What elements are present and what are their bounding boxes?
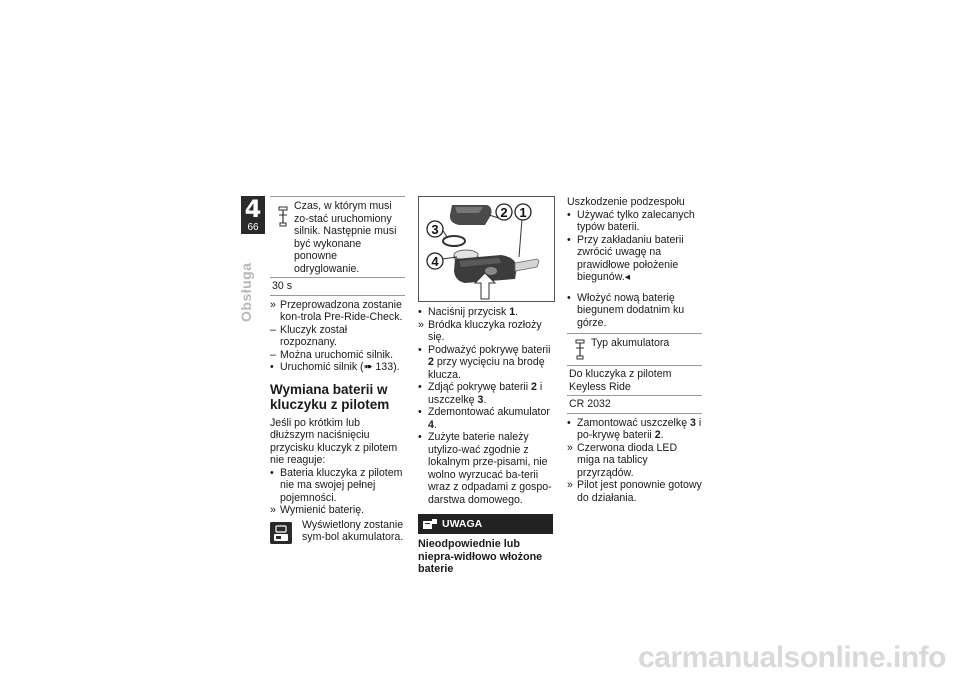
chapter-title: Obsługa xyxy=(238,262,254,322)
column-3 xyxy=(567,196,702,504)
figure-label-3: 3 xyxy=(431,222,439,237)
list-item: • Bateria kluczyka z pilotem nie ma swojej pełnej pojemności. xyxy=(270,466,403,504)
list-item: • Zdemontować akumulator 4. xyxy=(418,406,550,431)
list-item: • Zużyte baterie należy utylizo-wać zgodnie z lokalnym prze-pisami, nie wolno wyrzucać ba-terii wraz z odpadami z gospo-darstwa domowego. xyxy=(418,431,552,506)
chapter-number: 4 xyxy=(244,195,262,223)
battery-note-text: Wyświetlony zostanie sym-bol akumulatora. xyxy=(302,518,404,543)
battery-note xyxy=(270,519,405,544)
time-table xyxy=(270,196,405,296)
lead-text: Uszkodzenie podzespołu xyxy=(567,196,685,208)
warning-hand-icon xyxy=(423,518,437,530)
warning-subtitle: Nieodpowiednie lub niepra-widłowo włożone baterie xyxy=(418,538,543,575)
list-item: » Przeprowadzona zostanie kon-trola Pre-Ride-Check. xyxy=(270,298,403,323)
battery-type-value: CR 2032 xyxy=(567,395,702,413)
list-item: • Przy zakładaniu baterii zwrócić uwagę na prawidłowe położenie biegunów.◂ xyxy=(567,233,684,283)
list-item: • Zamontować uszczelkę 3 i po-krywę baterii 2. xyxy=(567,416,702,441)
battery-type-table xyxy=(567,333,702,414)
battery-type-label: Typ akumulatora xyxy=(591,337,670,349)
battery-type-row: Do kluczyka z pilotem Keyless Ride xyxy=(567,365,702,395)
list-item: » Pilot jest ponownie gotowy do działania. xyxy=(567,479,702,504)
stopwatch-icon xyxy=(276,205,290,227)
warning-bar xyxy=(418,514,553,534)
figure-label-1: 1 xyxy=(519,205,527,220)
key-battery-icon xyxy=(270,522,292,544)
warning-label: UWAGA xyxy=(442,518,483,530)
key-illustration xyxy=(419,197,554,301)
figure-label-4: 4 xyxy=(431,254,439,269)
page-number: 66 xyxy=(247,222,259,233)
list-item: – Kluczyk został rozpoznany. xyxy=(270,323,348,348)
list-item: – Można uruchomić silnik. xyxy=(270,348,394,361)
battery-info-icon xyxy=(573,338,587,360)
list-item: • Używać tylko zalecanych typów baterii. xyxy=(567,208,695,233)
watermark: carmanualsonline.info xyxy=(638,641,946,674)
time-table-head xyxy=(270,197,405,277)
list-item: » Wymienić baterię. xyxy=(270,504,365,516)
section-heading: Wymiana baterii w kluczyku z pilotem xyxy=(270,381,390,412)
list-item: • Uruchomić silnik (➠ 133). xyxy=(270,361,400,373)
list-item: » Czerwona dioda LED miga na tablicy przyrządów. xyxy=(567,441,678,479)
list-item: • Podważyć pokrywę baterii 2 przy wycięciu na brodę klucza. xyxy=(418,343,551,381)
time-table-text: Czas, w którym musi zo-stać uruchomiony silnik. Następnie musi być wykonane ponowne odryglowanie. xyxy=(294,200,397,275)
list-item: • Włożyć nową baterię biegunem dodatnim ku górze. xyxy=(567,291,685,329)
list-item: • Naciśnij przycisk 1. xyxy=(418,306,519,318)
figure-label-2: 2 xyxy=(500,205,508,220)
list-item: • Zdjąć pokrywę baterii 2 i uszczelkę 3. xyxy=(418,381,543,406)
intro-paragraph: Jeśli po krótkim lub dłuższym naciśnięciu przycisku kluczyk z pilotem nie reaguje: xyxy=(270,416,398,466)
column-1 xyxy=(270,196,405,544)
column-2 xyxy=(418,196,553,576)
battery-type-head xyxy=(567,334,702,365)
list-item: » Bródka kluczyka rozłoży się. xyxy=(418,318,542,343)
key-disassembly-figure xyxy=(418,196,555,302)
time-table-value: 30 s xyxy=(270,277,405,295)
